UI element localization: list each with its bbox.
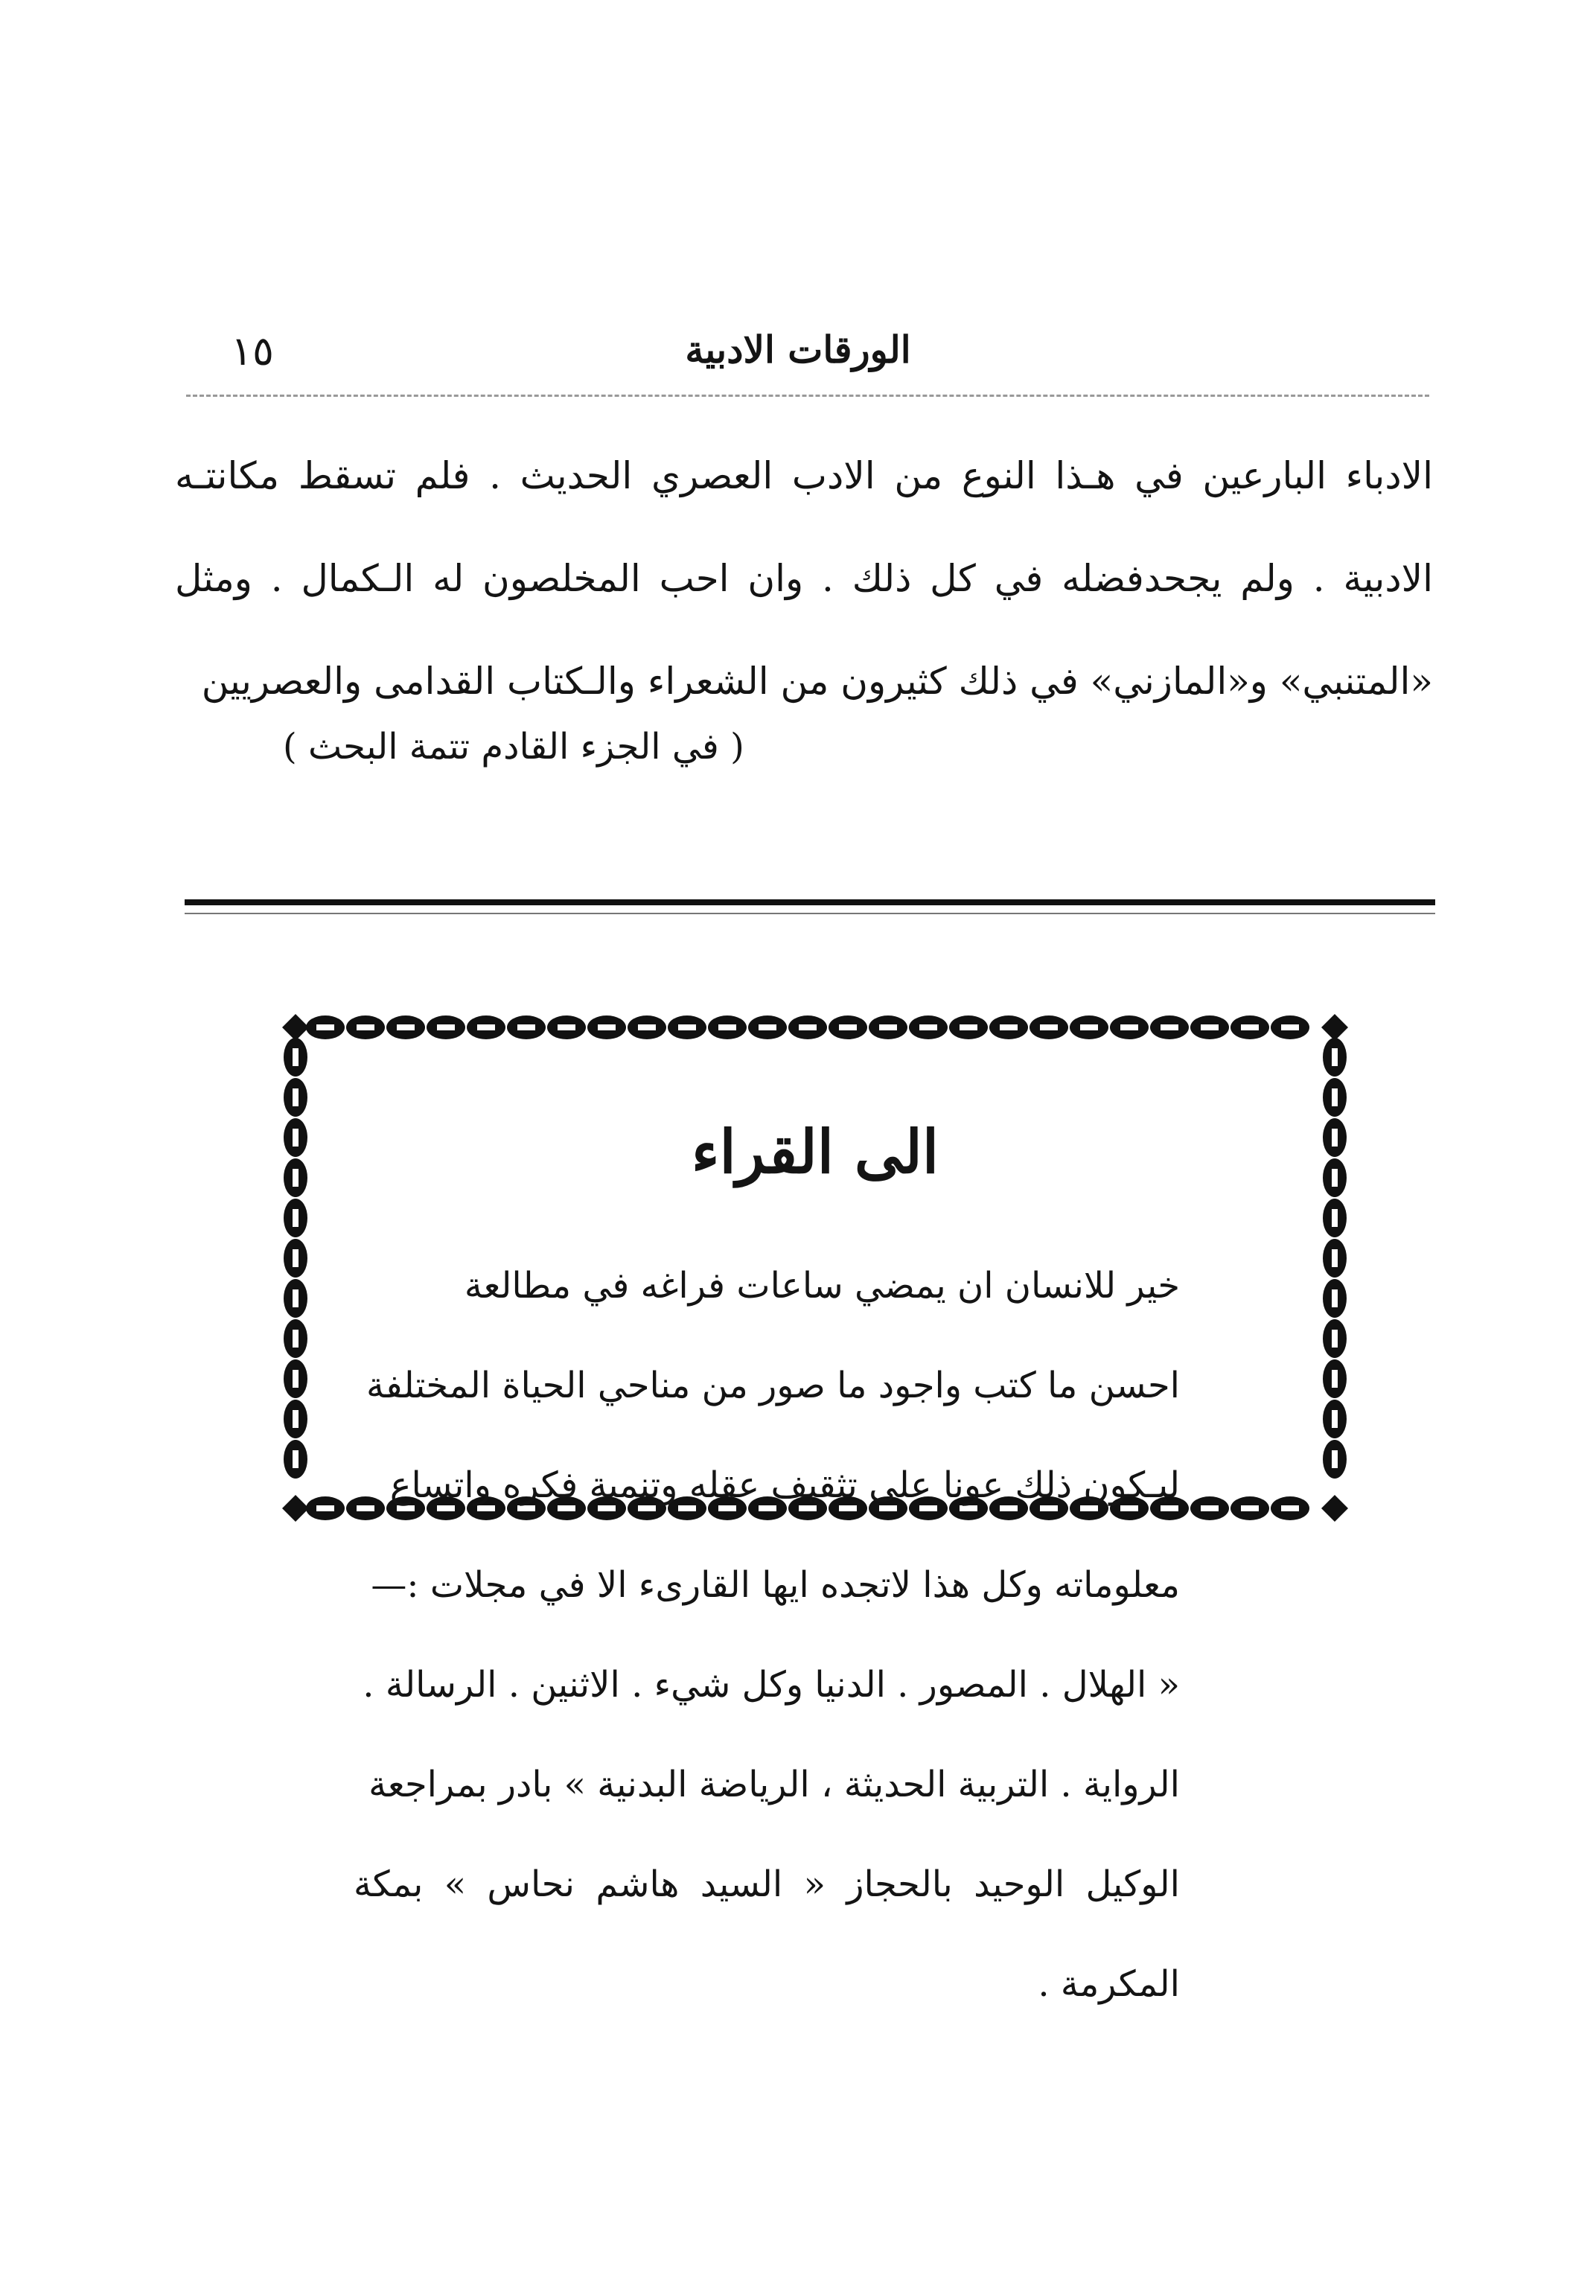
- chain-link: [284, 1440, 307, 1479]
- chain-link: [284, 1078, 307, 1117]
- chain-link: [1190, 1015, 1229, 1039]
- notice-line: معلوماته وكل هذا لاتجده ايها القارىء الا في مجلات :—: [371, 1564, 1180, 1606]
- chain-link: [1070, 1015, 1108, 1039]
- chain-link: [306, 1496, 345, 1520]
- article-paragraph: الادباء البارعين في هـذا النوع من الادب العصري الحديث . فلم تسقط مكانتـه الادبية . ولم يجحدفضله في كل ذلك . وان احب المخلصون له الـكمال . ومثل «المتنبي» و«المازني» في ذلك كثيرون من الشعراء والـكتاب القدامى والعصريين: [175, 454, 1433, 703]
- chain-link: [284, 1359, 307, 1398]
- chain-link: [284, 1319, 307, 1358]
- corner-diamond: [282, 1014, 309, 1041]
- chain-link: [1110, 1015, 1149, 1039]
- chain-link: [1323, 1279, 1347, 1318]
- chain-link: [1150, 1015, 1189, 1039]
- corner-diamond: [282, 1495, 309, 1522]
- notice-line: خير للانسان ان يمضي ساعات فراغه في مطالعة: [464, 1265, 1180, 1307]
- continuation-note: ( في الجزء القادم تتمة البحث ): [283, 726, 744, 768]
- chain-link: [1323, 1038, 1347, 1077]
- chain-link: [547, 1015, 586, 1039]
- chain-link: [284, 1279, 307, 1318]
- chain-link: [1323, 1078, 1347, 1117]
- chain-link: [1190, 1496, 1229, 1520]
- chain-link: [284, 1239, 307, 1278]
- corner-diamond: [1321, 1014, 1348, 1041]
- chain-link: [1323, 1239, 1347, 1278]
- notice-line: « الهلال . المصور . الدنيا وكل شيء . الاثنين . الرسالة .: [363, 1664, 1180, 1706]
- chain-link: [1323, 1359, 1347, 1398]
- chain-link: [346, 1015, 385, 1039]
- chain-link: [949, 1015, 988, 1039]
- notice-line: الوكيل الوحيد بالحجاز « السيد هاشم نحاس » بمكة المكرمة .: [354, 1863, 1180, 2005]
- article-text: [175, 424, 1433, 733]
- chain-link: [989, 1015, 1028, 1039]
- chain-link: [284, 1400, 307, 1438]
- chain-link: [306, 1015, 345, 1039]
- chain-link: [708, 1015, 747, 1039]
- notice-line: ليـكون ذلك عونا على تثقيف عقله وتنمية فكره واتساع: [389, 1464, 1180, 1506]
- chain-link: [869, 1015, 907, 1039]
- header-rule: [186, 395, 1429, 397]
- notice-line: احسن ما كتب واجود ما صور من مناحي الحياة المختلفة: [366, 1365, 1180, 1406]
- chain-link: [909, 1015, 948, 1039]
- chain-link: [1230, 1015, 1269, 1039]
- page-number: ١٥: [231, 328, 275, 374]
- chain-link: [1323, 1319, 1347, 1358]
- chain-link: [788, 1015, 827, 1039]
- notice-body: [354, 1236, 1180, 2034]
- chain-link: [1271, 1496, 1309, 1520]
- chain-link: [284, 1199, 307, 1237]
- chain-link: [1323, 1440, 1347, 1479]
- chain-link: [1271, 1015, 1309, 1039]
- chain-link: [284, 1038, 307, 1077]
- chain-link: [748, 1015, 787, 1039]
- chain-link: [427, 1015, 465, 1039]
- chain-link: [1230, 1496, 1269, 1520]
- notice-title: الى القراء: [691, 1117, 939, 1187]
- chain-link: [1323, 1199, 1347, 1237]
- chain-link: [1323, 1400, 1347, 1438]
- chain-link: [628, 1015, 666, 1039]
- section-divider-thin: [185, 913, 1435, 914]
- notice-line: الرواية . التربية الحديثة ، الرياضة البدنية » بادر بمراجعة: [368, 1764, 1180, 1805]
- chain-link: [1030, 1015, 1068, 1039]
- chain-link: [507, 1015, 546, 1039]
- chain-link: [386, 1015, 425, 1039]
- chain-link: [668, 1015, 706, 1039]
- corner-diamond: [1321, 1495, 1348, 1522]
- chain-link: [587, 1015, 626, 1039]
- chain-link: [829, 1015, 867, 1039]
- section-divider: [185, 899, 1435, 905]
- chain-link: [467, 1015, 505, 1039]
- running-title: الورقات الادبية: [685, 328, 911, 371]
